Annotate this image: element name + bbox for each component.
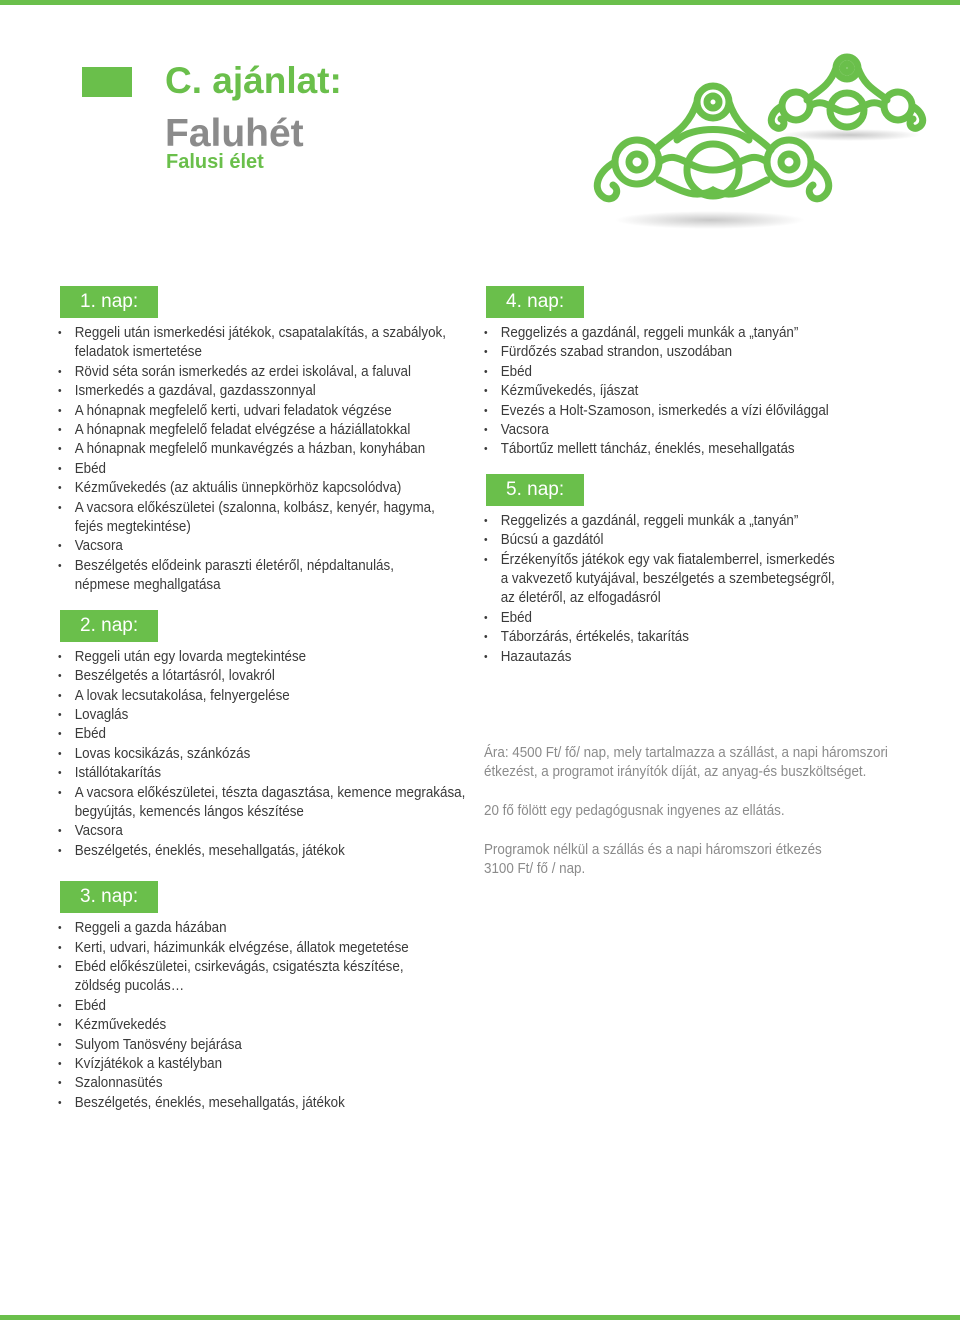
day-5-badge: 5. nap: bbox=[486, 474, 584, 506]
list-item: • A hónapnak megfelelő kerti, udvari feladatok végzése bbox=[58, 402, 449, 421]
list-item: zöldség pucolás… bbox=[74, 978, 185, 995]
offer-title: C. ajánlat: bbox=[165, 60, 342, 101]
list-item: • Ebéd bbox=[484, 609, 893, 628]
list-item: • Beszélgetés a lótartásról, lovakról bbox=[58, 667, 449, 686]
list-item: • Ebéd bbox=[58, 460, 449, 479]
list-item: • Kvízjátékok a kastélyban bbox=[58, 1055, 449, 1074]
day-2 bbox=[58, 610, 478, 861]
list-item: • Búcsú a gazdától bbox=[484, 531, 893, 550]
list-item: • Tábortűz mellett táncház, éneklés, mesehallgatás bbox=[484, 440, 893, 459]
day-2-list bbox=[58, 648, 478, 861]
list-item: az életéről, az elfogadásról bbox=[500, 590, 661, 607]
list-item: • Reggeli után egy lovarda megtekintése bbox=[58, 648, 449, 667]
list-item: • Reggeli után ismerkedési játékok, csapatalakítás, a szabályok, bbox=[58, 324, 449, 343]
celtic-knot-ornament bbox=[575, 40, 940, 240]
list-item: • A hónapnak megfelelő feladat elvégzése a háziállatokkal bbox=[58, 421, 449, 440]
list-item: feladatok ismertetése bbox=[74, 344, 202, 361]
list-item: • Ebéd bbox=[484, 363, 893, 382]
day-1-badge: 1. nap: bbox=[60, 286, 158, 318]
day-2-badge: 2. nap: bbox=[60, 610, 158, 642]
no-program-price bbox=[484, 841, 924, 880]
day-4-list bbox=[484, 324, 924, 460]
list-item: • Beszélgetés, éneklés, mesehallgatás, játékok bbox=[58, 842, 449, 861]
no-program-line-2: 3100 Ft/ fő / nap. bbox=[484, 861, 586, 878]
list-item: • Istállótakarítás bbox=[58, 764, 449, 783]
list-item: • Ebéd bbox=[58, 725, 449, 744]
day-4-badge: 4. nap: bbox=[486, 286, 584, 318]
list-item: • Kézművekedés, íjászat bbox=[484, 382, 893, 401]
list-item: • Lovaglás bbox=[58, 706, 449, 725]
list-item: • Ismerkedés a gazdával, gazdasszonnyal bbox=[58, 382, 449, 401]
bottom-accent-bar bbox=[0, 1315, 960, 1320]
no-program-line-1: Programok nélkül a szállás és a napi háromszori étkezés bbox=[484, 842, 822, 858]
list-item: • Reggelizés a gazdánál, reggeli munkák a „tanyán” bbox=[484, 512, 893, 531]
list-item: a vakvezető kutyájával, beszélgetés a szembetegségről, bbox=[500, 571, 835, 588]
list-item: • A lovak lecsutakolása, felnyergelése bbox=[58, 687, 449, 706]
list-item: • A vacsora előkészületei (szalonna, kolbász, kenyér, hagyma, bbox=[58, 499, 449, 518]
list-item: • Vacsora bbox=[58, 822, 449, 841]
list-item: • Rövid séta során ismerkedés az erdei iskolával, a faluval bbox=[58, 363, 449, 382]
top-accent-bar bbox=[0, 0, 960, 5]
day-3 bbox=[58, 881, 478, 1113]
list-item: • Szalonnasütés bbox=[58, 1074, 449, 1093]
list-item: fejés megtekintése) bbox=[74, 519, 191, 536]
day-5 bbox=[484, 474, 924, 667]
list-item: • Vacsora bbox=[484, 421, 893, 440]
list-item: • Beszélgetés elődeink paraszti életéről, népdaltanulás, bbox=[58, 557, 449, 576]
list-item: • Fürdőzés szabad strandon, uszodában bbox=[484, 343, 893, 362]
price-info bbox=[484, 744, 924, 783]
list-item: • Kézművekedés (az aktuális ünnepkörhöz kapcsolódva) bbox=[58, 479, 449, 498]
list-item: • Kézművekedés bbox=[58, 1016, 449, 1035]
list-item: • Kerti, udvari, házimunkák elvégzése, állatok megetetése bbox=[58, 939, 449, 958]
list-item: • Sulyom Tanösvény bejárása bbox=[58, 1036, 449, 1055]
price-line-1: Ára: 4500 Ft/ fő/ nap, mely tartalmazza a szállást, a napi háromszori bbox=[484, 745, 888, 761]
list-item: • Érzékenyítős játékok egy vak fiatalemberrel, ismerkedés bbox=[484, 551, 893, 570]
list-item: • Táborzárás, értékelés, takarítás bbox=[484, 628, 893, 647]
list-item: • Hazautazás bbox=[484, 648, 893, 667]
left-column bbox=[58, 286, 478, 1127]
title-accent-square bbox=[82, 67, 132, 97]
day-1-list bbox=[58, 324, 478, 596]
day-3-list bbox=[58, 919, 478, 1113]
day-1 bbox=[58, 286, 478, 596]
list-item: • Vacsora bbox=[58, 537, 449, 556]
day-3-badge: 3. nap: bbox=[60, 881, 158, 913]
list-item: • Ebéd bbox=[58, 997, 449, 1016]
free-teacher-note bbox=[484, 802, 924, 821]
list-item: • Lovas kocsikázás, szánkózás bbox=[58, 745, 449, 764]
list-item: • A hónapnak megfelelő munkavégzés a házban, konyhában bbox=[58, 440, 449, 459]
list-item: • Reggeli a gazda házában bbox=[58, 919, 449, 938]
list-item: • Reggelizés a gazdánál, reggeli munkák a „tanyán” bbox=[484, 324, 893, 343]
list-item: • Ebéd előkészületei, csirkevágás, csigatészta készítése, bbox=[58, 958, 449, 977]
list-item: begyújtás, kemencés lángos készítése bbox=[74, 803, 304, 820]
day-5-list bbox=[484, 512, 924, 667]
offer-subtitle: Falusi élet bbox=[166, 151, 264, 173]
day-4 bbox=[484, 286, 924, 460]
list-item: • A vacsora előkészületei, tészta dagasztása, kemence megrakása, bbox=[58, 784, 449, 803]
free-note-line: 20 fő fölött egy pedagógusnak ingyenes az ellátás. bbox=[484, 803, 785, 819]
price-line-2: étkezést, a programot irányítók díját, az anyag-és buszköltséget. bbox=[484, 764, 867, 781]
right-column bbox=[484, 286, 924, 681]
offer-name: Faluhét bbox=[165, 112, 304, 155]
list-item: népmese meghallgatása bbox=[74, 577, 221, 594]
list-item: • Evezés a Holt-Szamoson, ismerkedés a vízi élővilággal bbox=[484, 402, 893, 421]
list-item: • Beszélgetés, éneklés, mesehallgatás, játékok bbox=[58, 1094, 449, 1113]
